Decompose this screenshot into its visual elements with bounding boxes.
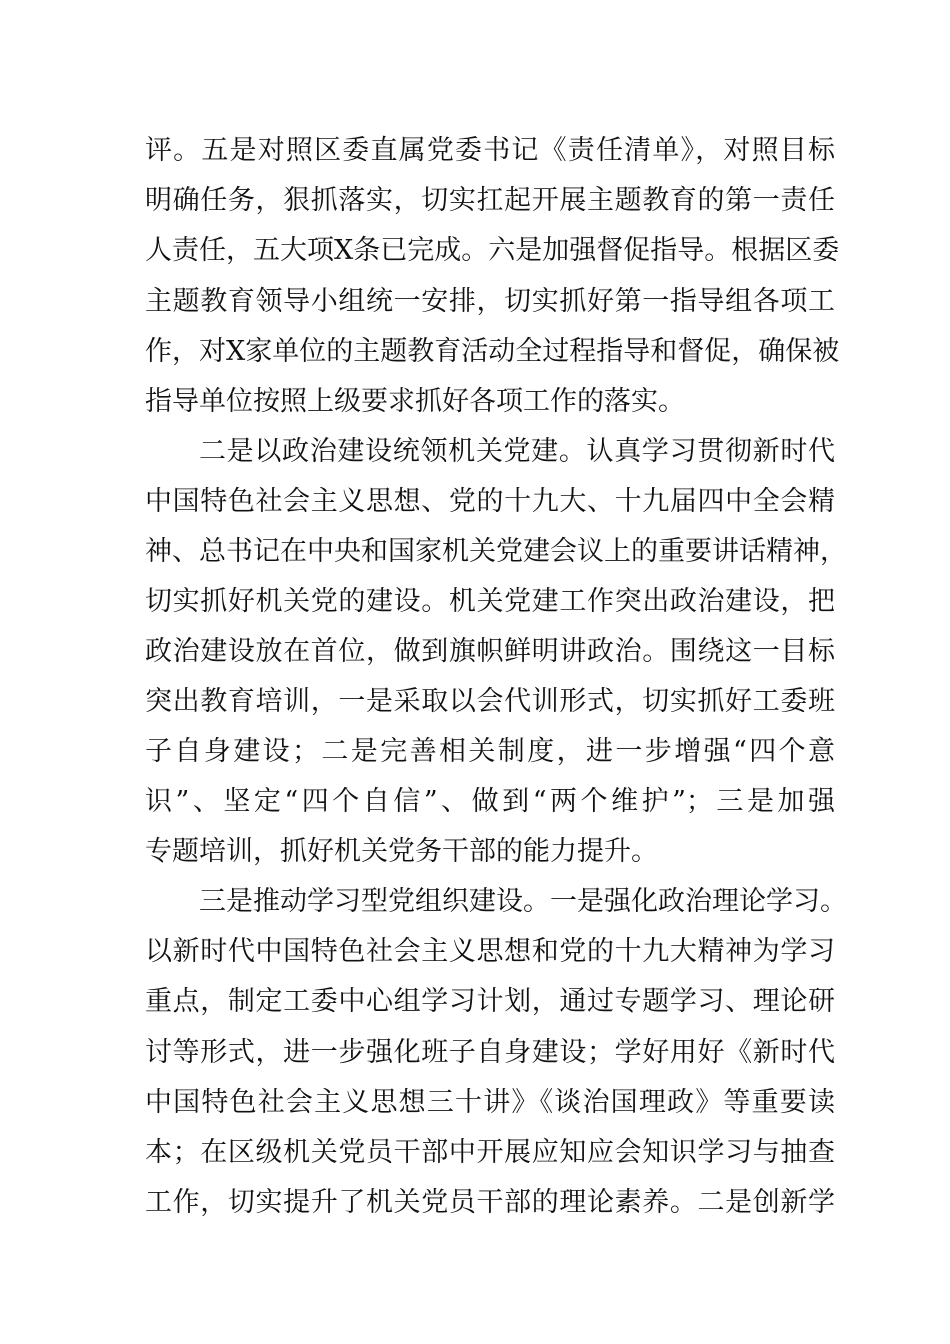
text-line: 政治建设放在首位，做到旗帜鲜明讲政治。围绕这一目标 <box>145 636 835 667</box>
text-line: 作，对X家单位的主题教育活动全过程指导和督促，确保被 <box>145 336 840 367</box>
text-line: 神、总书记在中央和国家机关党建会议上的重要讲话精神， <box>145 536 847 567</box>
paragraph-start-line: 二是以政治建设统领机关党建。认真学习贯彻新时代 <box>199 436 835 467</box>
text-line: 指导单位按照上级要求抓好各项工作的落实。 <box>145 386 685 417</box>
text-line: 本；在区级机关党员干部中开展应知应会知识学习与抽查 <box>145 1137 835 1168</box>
text-line: 子自身建设；二是完善相关制度，进一步增强“四个意 <box>145 736 835 767</box>
text-line: 明确任务，狠抓落实，切实扛起开展主题教育的第一责任 <box>145 185 835 216</box>
text-line: 切实抓好机关党的建设。机关党建工作突出政治建设，把 <box>145 586 835 617</box>
text-line: 中国特色社会主义思想、党的十九大、十九届四中全会精 <box>145 486 835 517</box>
text-line: 突出教育培训，一是采取以会代训形式，切实抓好工委班 <box>145 686 835 717</box>
text-line: 人责任，五大项X条已完成。六是加强督促指导。根据区委 <box>145 235 840 266</box>
text-line: 评。五是对照区委直属党委书记《责任清单》，对照目标 <box>145 135 835 166</box>
text-line: 工作，切实提升了机关党员干部的理论素养。二是创新学 <box>145 1187 835 1218</box>
text-line: 专题培训，抓好机关党务干部的能力提升。 <box>145 836 658 867</box>
text-line: 主题教育领导小组统一安排，切实抓好第一指导组各项工 <box>145 286 835 317</box>
text-line: 讨等形式，进一步强化班子自身建设；学好用好《新时代 <box>145 1037 835 1068</box>
text-line: 重点，制定工委中心组学习计划，通过专题学习、理论研 <box>145 986 835 1017</box>
text-line: 中国特色社会主义思想三十讲》《谈治国理政》等重要读 <box>145 1087 835 1118</box>
paragraph-start-line: 三是推动学习型党组织建设。一是强化政治理论学习。 <box>199 886 847 917</box>
text-line: 识”、坚定“四个自信”、做到“两个维护”；三是加强 <box>145 786 835 817</box>
text-line: 以新时代中国特色社会主义思想和党的十九大精神为学习 <box>145 936 835 967</box>
